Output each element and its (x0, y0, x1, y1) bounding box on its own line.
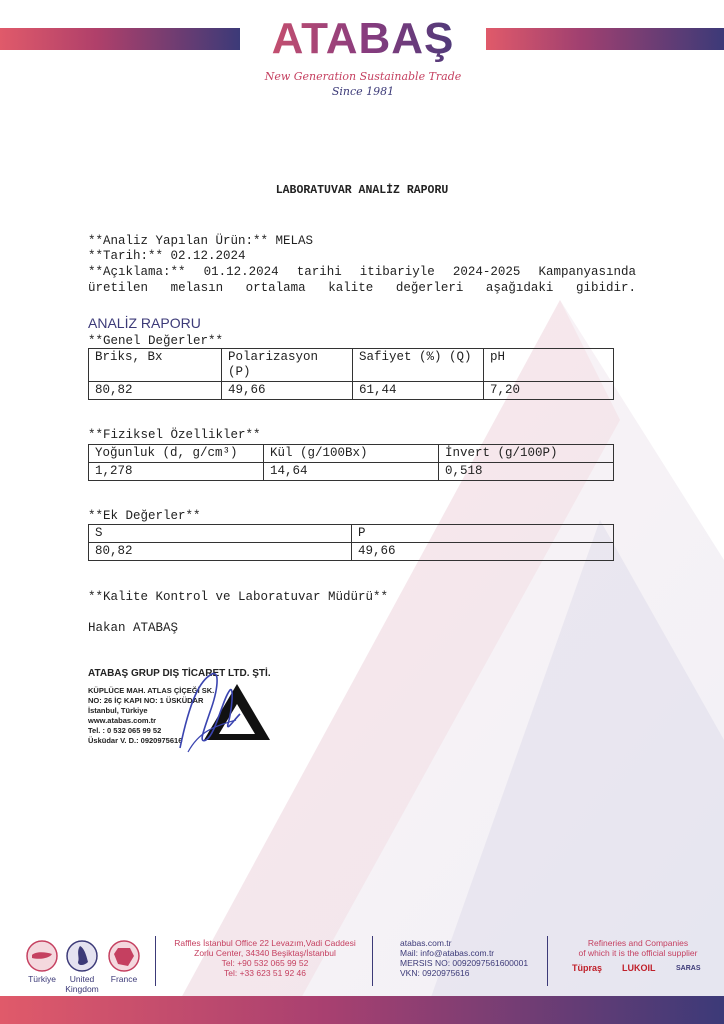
table-cell: 49,66 (352, 543, 614, 561)
office-tel-2: Tel: +33 623 51 92 46 (224, 968, 306, 978)
extra-values-table (88, 524, 614, 561)
table-row (89, 543, 614, 561)
office-tel-1: Tel: +90 532 065 99 52 (221, 958, 309, 968)
footer-office (160, 938, 370, 978)
extra-values-heading: **Ek Değerler** (88, 509, 201, 523)
brand-tagline: New Generation Sustainable Trade (264, 70, 462, 83)
physical-properties-heading: **Fiziksel Özellikler** (88, 428, 261, 442)
description-line-2: üretilen melasın ortalama kalite değerleri aşağıdaki gibidir. (88, 281, 636, 295)
footer-suppliers (556, 938, 720, 958)
stamp-address-1: KÜPLÜCE MAH. ATLAS ÇİÇEĞİ SK. (88, 686, 215, 695)
country-france: France (110, 974, 138, 984)
footer-bar (0, 996, 724, 1024)
table-header-cell: S (89, 525, 352, 543)
france-map-icon (108, 940, 140, 972)
footer-vkn: VKN: 0920975616 (400, 968, 470, 978)
supplier-lukoil: LUKOIL (622, 963, 656, 973)
footer-mail[interactable]: Mail: info@atabas.com.tr (400, 948, 495, 958)
general-values-table (88, 348, 614, 400)
general-values-heading: **Genel Değerler** (88, 334, 224, 348)
stamp-tax: Üsküdar V. D.: 0920975616 (88, 736, 183, 745)
table-header-cell: Briks, Bx (89, 349, 222, 382)
stamp-address-2: NO: 26 İÇ KAPI NO: 1 ÜSKÜDAR (88, 696, 204, 705)
manager-name: Hakan ATABAŞ (88, 621, 179, 635)
header-bar-left (0, 28, 240, 50)
table-row (89, 463, 614, 481)
stamp-web: www.atabas.com.tr (88, 716, 157, 725)
description-line-1: **Açıklama:** 01.12.2024 tarihi itibariyle 2024-2025 Kampanyasında (88, 265, 636, 279)
brand-logo (240, 12, 486, 98)
table-cell: 14,64 (264, 463, 439, 481)
office-line-2: Zorlu Center, 34340 Beşiktaş/İstanbul (194, 948, 336, 958)
table-cell: 0,518 (439, 463, 614, 481)
table-header-cell: pH (484, 349, 614, 382)
header-bar-right (486, 28, 724, 50)
footer-contact (400, 938, 540, 978)
turkey-map-icon (26, 940, 58, 972)
uk-map-icon (66, 940, 98, 972)
product-line: **Analiz Yapılan Ürün:** MELAS (88, 234, 314, 248)
table-cell: 7,20 (484, 382, 614, 400)
table-cell: 80,82 (89, 382, 222, 400)
table-cell: 80,82 (89, 543, 352, 561)
table-header-cell: İnvert (g/100P) (439, 445, 614, 463)
table-header-row (89, 349, 614, 382)
report-title: LABORATUVAR ANALİZ RAPORU (275, 184, 449, 197)
footer-mersis: MERSIS NO: 0092097561600001 (400, 958, 529, 968)
stamp-company: ATABAŞ GRUP DIŞ TİCARET LTD. ŞTİ. (88, 668, 271, 679)
date-line: **Tarih:** 02.12.2024 (88, 249, 246, 263)
table-header-cell: Polarizasyon (P) (222, 349, 353, 382)
table-header-cell: P (352, 525, 614, 543)
table-cell: 1,278 (89, 463, 264, 481)
table-header-cell: Kül (g/100Bx) (264, 445, 439, 463)
table-header-cell: Yoğunluk (d, g/cm³) (89, 445, 264, 463)
footer-web[interactable]: atabas.com.tr (400, 938, 452, 948)
table-header-row (89, 445, 614, 463)
stamp-tel: Tel. : 0 532 065 99 52 (88, 726, 162, 735)
supplier-saras: SARAS (676, 965, 701, 972)
table-row (89, 382, 614, 400)
manager-title: **Kalite Kontrol ve Laboratuvar Müdürü** (88, 590, 389, 604)
supplier-line-2: of which it is the official supplier (578, 948, 698, 958)
table-cell: 61,44 (353, 382, 484, 400)
supplier-tupras: Tüpraş (572, 963, 603, 973)
footer-divider (372, 936, 373, 986)
supplier-line-1: Refineries and Companies (587, 938, 689, 948)
table-cell: 49,66 (222, 382, 353, 400)
table-header-row (89, 525, 614, 543)
office-line-1: Raffles İstanbul Office 22 Levazım,Vadi Caddesi (174, 938, 356, 948)
brand-since: Since 1981 (331, 85, 395, 98)
brand-name: ATABAŞ (240, 12, 486, 66)
footer-divider (155, 936, 156, 986)
stamp-city: İstanbul, Türkiye (88, 706, 148, 715)
signature-icon (170, 660, 250, 760)
physical-properties-table (88, 444, 614, 481)
country-turkey: Türkiye (28, 974, 56, 984)
country-uk: United Kingdom (65, 974, 99, 994)
footer-divider (547, 936, 548, 986)
section-heading: ANALİZ RAPORU (88, 315, 201, 331)
table-header-cell: Safiyet (%) (Q) (353, 349, 484, 382)
